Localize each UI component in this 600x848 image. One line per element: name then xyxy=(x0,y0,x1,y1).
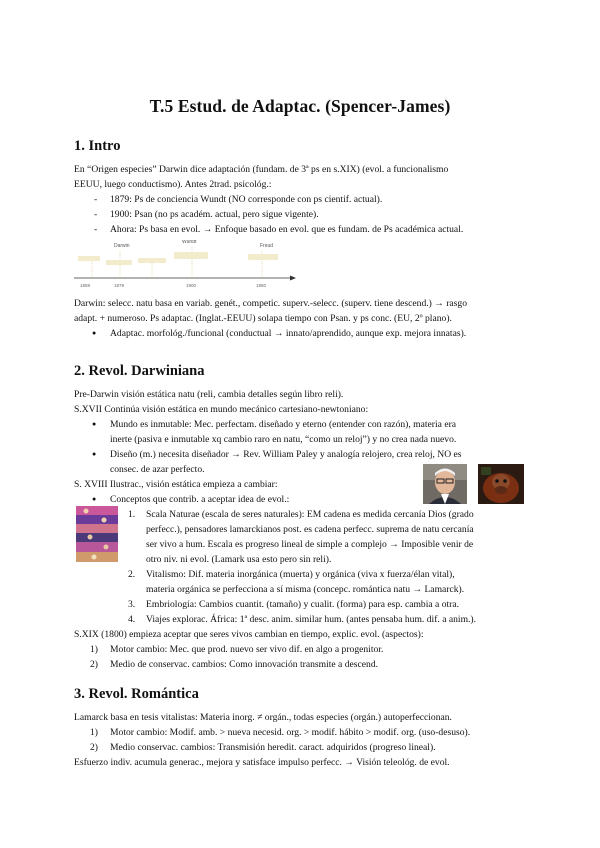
diseno-line-1: Diseño (m.) necesita diseñador → Rev. William Paley y analogía relojero, crea reloj, NO es xyxy=(110,449,462,460)
intro-line-1: En “Origen especies” Darwin dice adaptación (fundam. de 3ª ps en s.XIX) (evol. a funcionalismo xyxy=(74,164,449,175)
bullet-dot-icon: ● xyxy=(92,450,97,458)
timeline-arrow-icon xyxy=(290,276,296,281)
timeline-figure xyxy=(72,240,298,292)
dash-marker: - xyxy=(94,224,98,235)
list-number-1: 1. xyxy=(128,509,136,520)
lamarck-line: Lamarck basa en tesis vitalistas: Materia inorg. ≠ orgán., todas especies (orgán.) autoperfeccionan. xyxy=(74,712,452,723)
page-title: T.5 Estud. de Adaptac. (Spencer-James) xyxy=(149,96,451,116)
section-heading-darwiniana: 2. Revol. Darwiniana xyxy=(74,363,205,379)
bullet-dot-icon: ● xyxy=(92,495,97,503)
bullet-wundt: 1879: Ps de conciencia Wundt (NO corresponde con ps cientif. actual). xyxy=(110,194,383,205)
scala-line-3: ser vivo a hum. Escala es progreso lineal de simple a complejo → Imposible venir de xyxy=(146,539,474,550)
dash-marker: - xyxy=(94,194,98,205)
scala-naturae-image-icon xyxy=(76,506,118,562)
viajes-line: Viajes explorac. África: 1ª desc. anim. similar hum. (antes pensaba hum. dif. a anim.). xyxy=(146,614,477,625)
xix-line: S.XIX (1800) empieza aceptar que seres vivos cambian en tiempo, explic. evol. (aspectos): xyxy=(74,629,424,640)
timeline-year-4: 1950 xyxy=(256,283,267,288)
list-paren-2: 2) xyxy=(90,742,98,753)
bullet-dot-icon: ● xyxy=(92,329,97,337)
timeline-label-wundt: Wundt xyxy=(182,240,197,245)
list-paren-1: 1) xyxy=(90,644,98,655)
person-photo-icon xyxy=(423,464,467,504)
bullet-psan: 1900: Psan (no ps académ. actual, pero sigue vigente). xyxy=(110,209,319,220)
diseno-line-2: consec. de azar perfecto. xyxy=(110,464,205,475)
darwin-line-1: Darwin: selecc. natu basa en variab. genét., competic. superv.-selecc. (superv. tiene descend.) → rasgo xyxy=(74,298,468,309)
scala-line-1: Scala Naturae (escala de seres naturales): EM cadena es medida cercanía Dios (grado xyxy=(146,509,474,520)
list-number-4: 4. xyxy=(128,614,136,625)
timeline-label-freud: Freud xyxy=(260,243,274,249)
conceptos-line: Conceptos que contrib. a aceptar idea de evol.: xyxy=(110,494,290,505)
section-heading-intro: 1. Intro xyxy=(74,138,121,154)
bullet-dot-icon: ● xyxy=(92,420,97,428)
list-number-3: 3. xyxy=(128,599,136,610)
section-heading-romantica: 3. Revol. Romántica xyxy=(74,686,199,702)
esfuerzo-line: Esfuerzo indiv. acumula generac., mejora y satisface impulso perfecc. → Visión teleológ. de evol. xyxy=(74,757,450,768)
timeline-year-3: 1900 xyxy=(186,283,197,288)
bullet-ahora: Ahora: Ps basa en evol. → Enfoque basado en evol. que es fundam. de Ps académica actual. xyxy=(110,224,464,235)
embriologia-line: Embriología: Cambios cuantit. (tamaño) y cualit. (forma) para esp. cambia a otra. xyxy=(146,599,460,610)
list-number-2: 2. xyxy=(128,569,136,580)
medio-conservac-line: Medio de conservac. cambios: Como innovación transmite a descend. xyxy=(110,659,379,670)
mundo-line-1: Mundo es inmutable: Mec. perfectam. diseñado y eterno (entender con razón), materia era xyxy=(110,419,457,430)
xvii-line: S.XVII Continúa visión estática en mundo mecánico cartesiano-newtoniano: xyxy=(74,404,369,415)
motor-cambio-line: Motor cambio: Mec. que prod. nuevo ser vivo dif. en algo a progenitor. xyxy=(110,644,384,655)
pre-darwin-line: Pre-Darwin visión estática natu (reli, cambia detalles según libro reli). xyxy=(74,389,344,400)
bullet-adaptac: Adaptac. morfológ./funcional (conductual → innato/aprendido, aunque exp. mejora innatas). xyxy=(110,328,467,339)
orangutan-photo-icon xyxy=(478,464,524,504)
dash-marker: - xyxy=(94,209,98,220)
mundo-line-2: inerte (pasiva e inmutable xq cambio raro en natu, “como un reloj”) y no crea nada nuevo. xyxy=(110,434,457,445)
medio-conservac-lamarck-line: Medio conservac. cambios: Transmisión heredit. caract. adquiridos (progreso lineal). xyxy=(110,742,436,753)
vitalismo-line-2: materia orgánica se perfecciona a sí misma (concepc. romántica natu → Lamarck). xyxy=(146,584,465,595)
list-paren-2: 2) xyxy=(90,659,98,670)
timeline-year-1: 1859 xyxy=(80,283,91,288)
list-paren-1: 1) xyxy=(90,727,98,738)
darwin-line-2: adapt. + numeroso. Ps adaptac. (Inglat.-EEUU) solapa tiempo con Psan. y ps conc. (EU, 2º plano). xyxy=(74,313,452,324)
timeline-year-2: 1879 xyxy=(114,283,125,288)
timeline-label-darwin: Darwin xyxy=(114,243,130,249)
scala-line-4: otro niv. ni evol. (Lamark usa esto pero sin reli). xyxy=(146,554,332,565)
motor-cambio-lamarck-line: Motor cambio: Modif. amb. > nueva necesid. org. > modif. hábito > modif. org. (uso-desuso). xyxy=(110,727,471,738)
xviii-line: S. XVIII Ilustrac., visión estática empieza a cambiar: xyxy=(74,479,278,490)
intro-line-2: EEUU, luego conductismo). Antes 2trad. psicológ.: xyxy=(74,179,272,190)
scala-line-2: perfecc.), pensadores lamarckianos post. es cadena perfecc. suprema de natu cercanía xyxy=(146,524,474,535)
vitalismo-line-1: Vitalismo: Dif. materia inorgánica (muerta) y orgánica (viva x fuerza/élan vital), xyxy=(146,569,455,580)
